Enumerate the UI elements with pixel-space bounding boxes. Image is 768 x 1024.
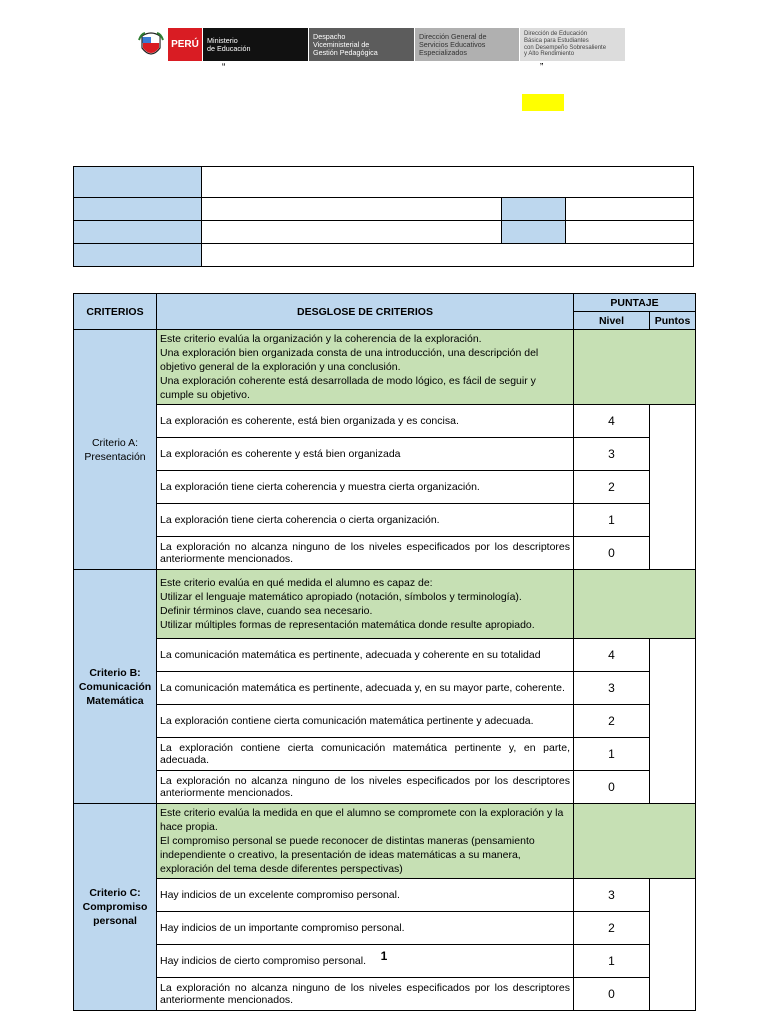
level-row bbox=[74, 504, 696, 537]
level-value: 3 bbox=[574, 438, 650, 471]
level-description: La comunicación matemática es pertinente, adecuada y, en su mayor parte, coherente. bbox=[157, 672, 574, 705]
level-row bbox=[74, 639, 696, 672]
puntos-header: Puntos bbox=[650, 312, 696, 330]
rubric-table bbox=[73, 293, 696, 1011]
info-label-cell bbox=[74, 244, 202, 267]
puntaje-header: PUNTAJE bbox=[574, 294, 696, 312]
info-label-cell bbox=[74, 167, 202, 198]
info-value-cell[interactable] bbox=[202, 198, 502, 221]
despacho-label: Despacho Viceministerial de Gestión Pedagógica bbox=[308, 28, 414, 61]
level-row bbox=[74, 438, 696, 471]
ministerio-label: Ministerio de Educación bbox=[202, 28, 308, 61]
direccion-general-label: Dirección General de Servicios Educativos Especializados bbox=[414, 28, 519, 61]
level-value: 0 bbox=[574, 537, 650, 570]
criterion-intro bbox=[157, 570, 574, 639]
student-info-table bbox=[73, 166, 694, 267]
level-description: La exploración contiene cierta comunicación matemática pertinente y adecuada. bbox=[157, 705, 574, 738]
level-row bbox=[74, 705, 696, 738]
criterion-intro-line: Utilizar el lenguaje matemático apropiado (notación, símbolos y terminología). bbox=[160, 591, 522, 603]
level-description: La exploración es coherente, está bien organizada y es concisa. bbox=[157, 405, 574, 438]
info-value-cell[interactable] bbox=[202, 221, 502, 244]
info-label-cell bbox=[74, 198, 202, 221]
nivel-header: Nivel bbox=[574, 312, 650, 330]
level-row bbox=[74, 912, 696, 945]
criterion-intro-line: Una exploración bien organizada consta de una introducción, una descripción del objetivo general de la exploración y una conclusión. bbox=[160, 347, 539, 373]
criterion-name-line: Comunicación bbox=[78, 680, 152, 693]
level-description: Hay indicios de un importante compromiso personal. bbox=[157, 912, 574, 945]
level-value: 2 bbox=[574, 912, 650, 945]
criterios-header: CRITERIOS bbox=[74, 294, 157, 330]
criterion-name-line: Criterio C: bbox=[89, 887, 141, 899]
level-row bbox=[74, 672, 696, 705]
criterion-name-line: personal bbox=[93, 915, 137, 927]
level-value: 0 bbox=[574, 978, 650, 1011]
level-row bbox=[74, 771, 696, 804]
criterion-intro bbox=[157, 804, 574, 879]
criterion-name-cell bbox=[74, 330, 157, 570]
level-description: La exploración es coherente y está bien organizada bbox=[157, 438, 574, 471]
info-value-cell[interactable] bbox=[566, 221, 694, 244]
criterion-name-line: Presentación bbox=[84, 450, 146, 463]
level-row bbox=[74, 471, 696, 504]
level-description: La exploración no alcanza ninguno de los niveles especificados por los descriptores anteriormente mencionados. bbox=[157, 978, 574, 1011]
info-value-cell[interactable] bbox=[566, 198, 694, 221]
level-description: La comunicación matemática es pertinente, adecuada y coherente en su totalidad bbox=[157, 639, 574, 672]
level-description: La exploración no alcanza ninguno de los niveles especificados por los descriptores anteriormente mencionados. bbox=[157, 537, 574, 570]
level-description: La exploración contiene cierta comunicación matemática pertinente y, en parte, adecuada. bbox=[157, 738, 574, 771]
level-description: La exploración tiene cierta coherencia o cierta organización. bbox=[157, 504, 574, 537]
criterion-intro-line: Definir términos clave, cuando sea necesario. bbox=[160, 605, 373, 617]
highlight-mark bbox=[522, 94, 564, 111]
criterion-name-line: Matemática bbox=[86, 694, 144, 707]
level-value: 4 bbox=[574, 405, 650, 438]
criterion-name-cell bbox=[74, 570, 157, 804]
open-quote: “ bbox=[222, 62, 226, 73]
criterion-intro-line: El compromiso personal se puede reconocer de distintas maneras (pensamiento independiente o creativo, la presentación de ideas matemáticas a su manera, exploración del tema desde diferentes perspectivas) bbox=[160, 835, 535, 875]
institutional-header bbox=[137, 28, 625, 61]
level-row bbox=[74, 738, 696, 771]
desglose-header: DESGLOSE DE CRITERIOS bbox=[157, 294, 574, 330]
level-description: Hay indicios de cierto compromiso personal. bbox=[157, 945, 574, 978]
level-row bbox=[74, 405, 696, 438]
level-value: 2 bbox=[574, 705, 650, 738]
info-label-cell bbox=[502, 198, 566, 221]
info-label-cell bbox=[74, 221, 202, 244]
points-input-cell[interactable] bbox=[650, 879, 696, 1011]
level-value: 1 bbox=[574, 504, 650, 537]
level-row bbox=[74, 537, 696, 570]
level-row bbox=[74, 978, 696, 1011]
level-value: 1 bbox=[574, 945, 650, 978]
level-value: 3 bbox=[574, 672, 650, 705]
level-value: 3 bbox=[574, 879, 650, 912]
level-description: La exploración tiene cierta coherencia y muestra cierta organización. bbox=[157, 471, 574, 504]
coat-of-arms-icon bbox=[137, 28, 165, 61]
intro-score-cell bbox=[574, 804, 696, 879]
direccion-basica-label: Dirección de Educación Básica para Estudiantes con Desempeño Sobresaliente y Alto Rendimiento bbox=[519, 28, 625, 61]
intro-score-cell bbox=[574, 330, 696, 405]
criterion-intro bbox=[157, 330, 574, 405]
points-input-cell[interactable] bbox=[650, 405, 696, 570]
level-description: Hay indicios de un excelente compromiso personal. bbox=[157, 879, 574, 912]
criterion-intro-line: Este criterio evalúa la organización y la coherencia de la exploración. bbox=[160, 333, 482, 345]
level-value: 1 bbox=[574, 738, 650, 771]
points-input-cell[interactable] bbox=[650, 639, 696, 804]
intro-score-cell bbox=[574, 570, 696, 639]
peru-label: PERÚ bbox=[168, 28, 202, 61]
level-value: 0 bbox=[574, 771, 650, 804]
level-value: 2 bbox=[574, 471, 650, 504]
criterion-intro-line: Este criterio evalúa en qué medida el alumno es capaz de: bbox=[160, 577, 433, 589]
level-row bbox=[74, 879, 696, 912]
criterion-intro-line: Este criterio evalúa la medida en que el alumno se compromete con la exploración y la hace propia. bbox=[160, 807, 564, 833]
level-value: 4 bbox=[574, 639, 650, 672]
info-value-cell[interactable] bbox=[202, 167, 694, 198]
info-label-cell bbox=[502, 221, 566, 244]
close-quote: ” bbox=[540, 62, 544, 73]
info-value-cell[interactable] bbox=[202, 244, 694, 267]
criterion-intro-line: Una exploración coherente está desarrollada de modo lógico, es fácil de seguir y cumple su objetivo. bbox=[160, 375, 536, 401]
criterion-name-line: Criterio B: bbox=[89, 666, 141, 679]
criterion-name-line: Compromiso bbox=[82, 901, 148, 913]
criterion-name-line: Criterio A: bbox=[91, 436, 139, 449]
criterion-intro-line: Utilizar múltiples formas de representación matemática donde resulte apropiado. bbox=[160, 619, 535, 631]
level-description: La exploración no alcanza ninguno de los niveles especificados por los descriptores anteriormente mencionados. bbox=[157, 771, 574, 804]
criterion-name-cell bbox=[74, 804, 157, 1011]
page-number: 1 bbox=[380, 949, 388, 963]
